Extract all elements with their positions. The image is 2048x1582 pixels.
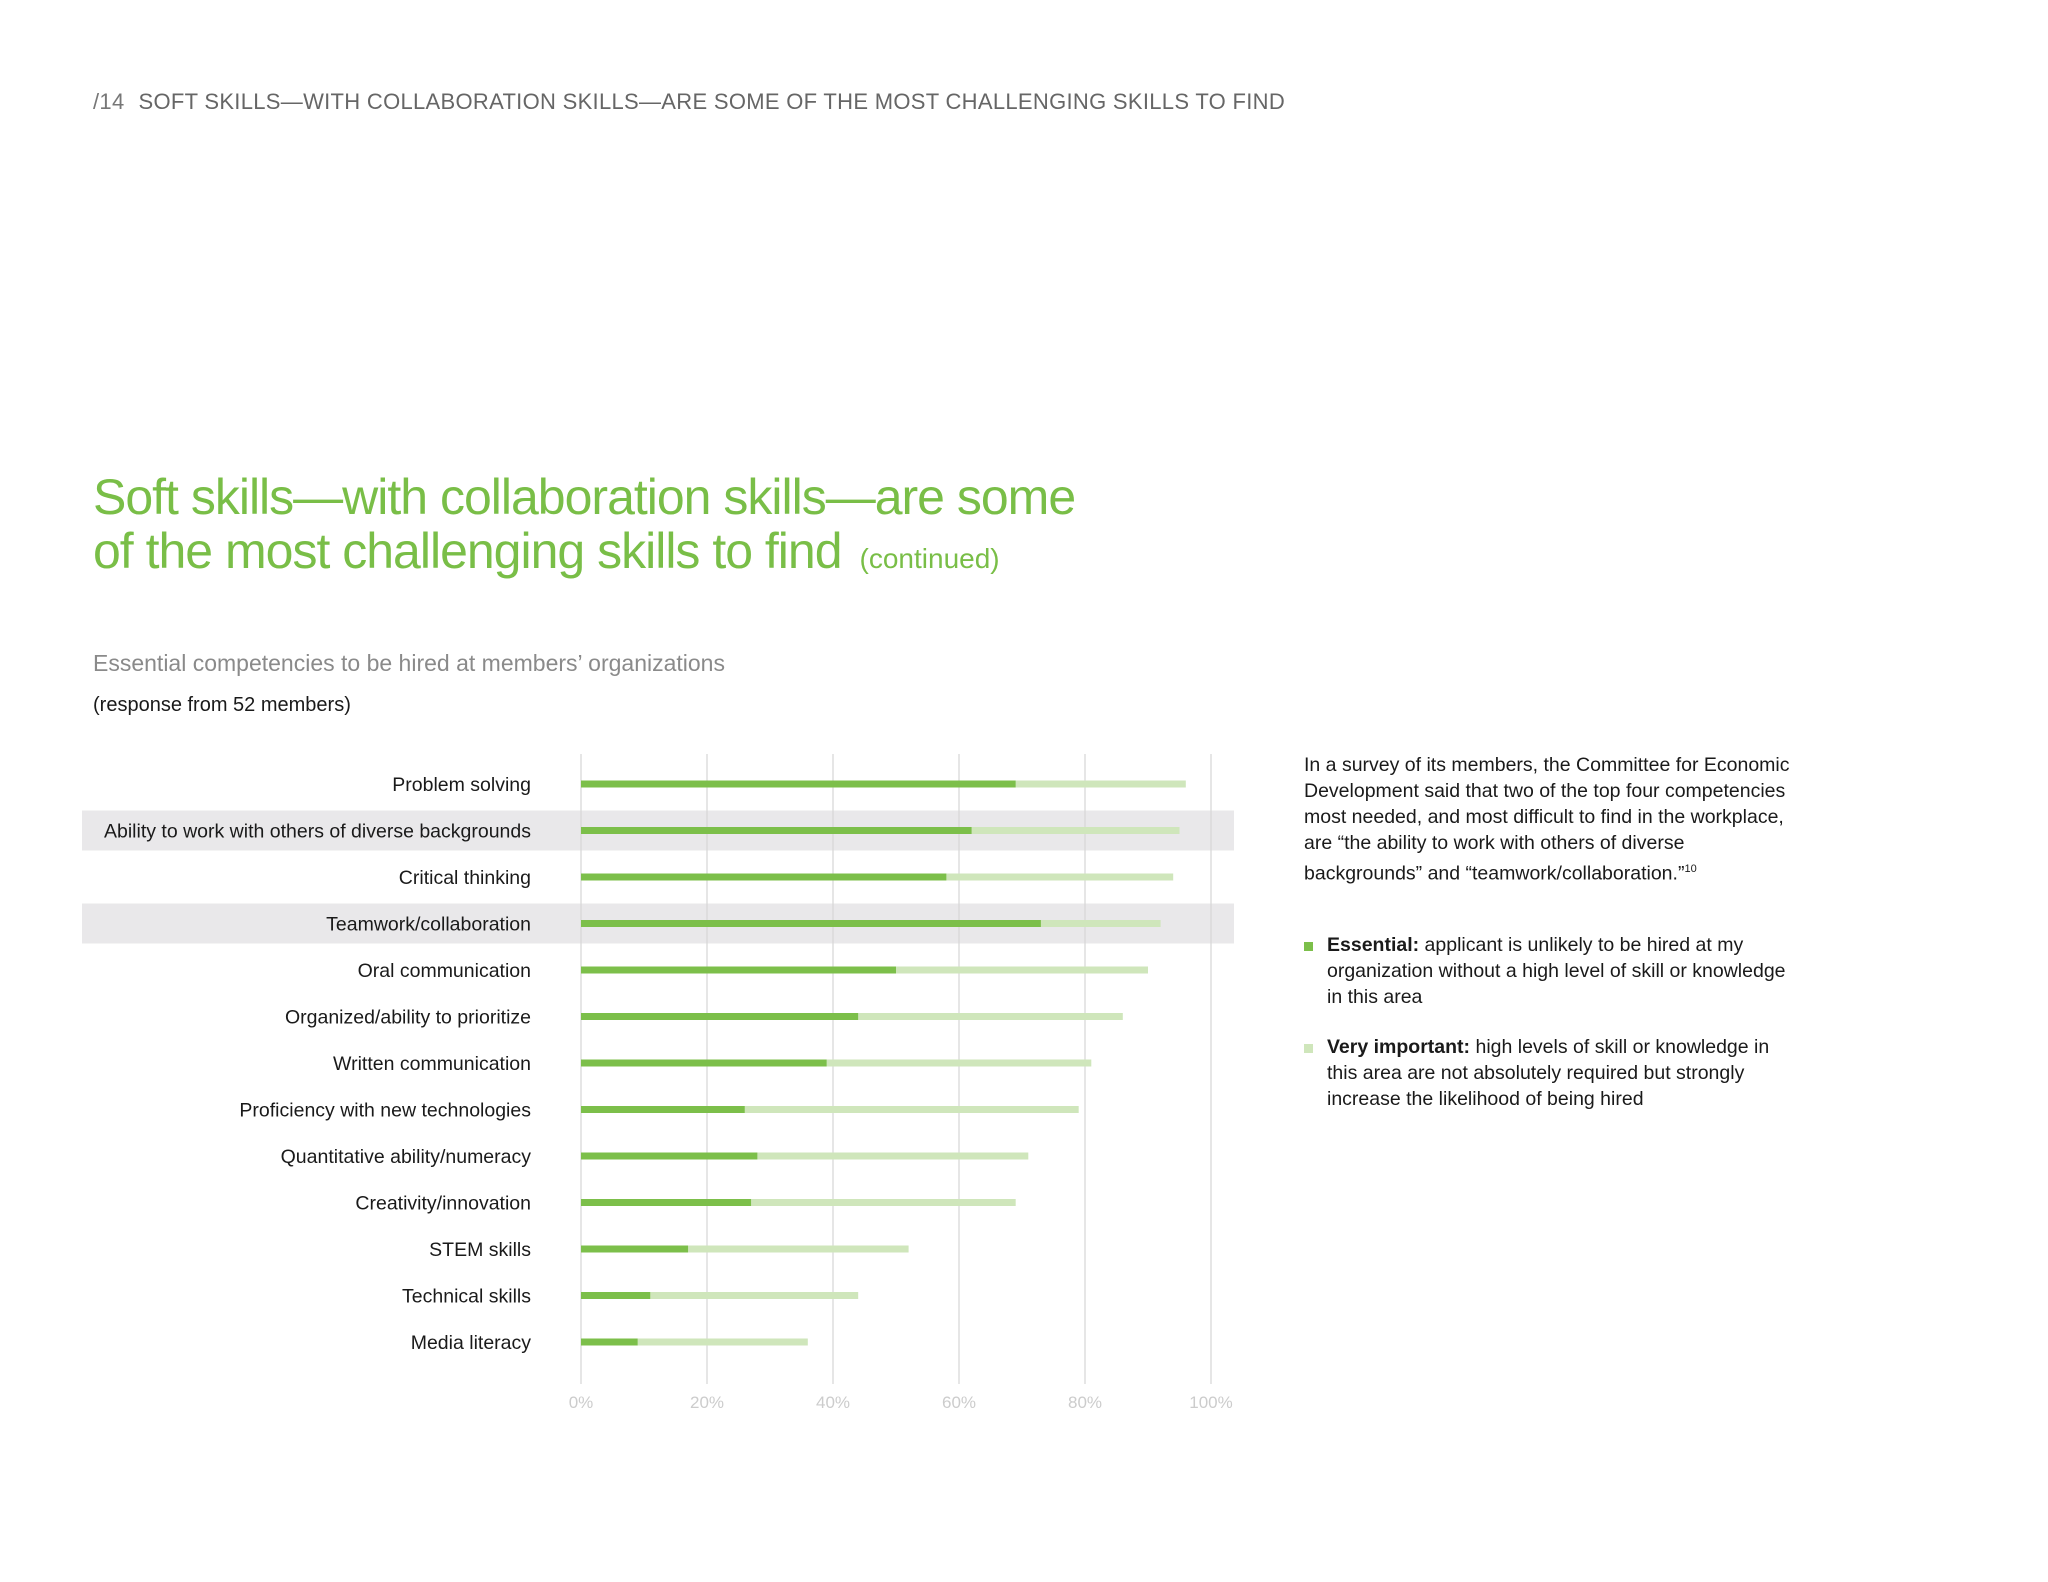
bar-very-important xyxy=(638,1339,808,1346)
bar-essential xyxy=(581,1199,751,1206)
survey-text: In a survey of its members, the Committee for Economic Development said that two of the top four competencies most needed, and most difficult to find in the workplace, are “the ability to work with others of diverse backgrounds” and “teamwork/collaboration.” xyxy=(1304,754,1790,885)
x-tick-label: 100% xyxy=(1189,1393,1233,1412)
category-label: Media literacy xyxy=(410,1332,531,1354)
category-label: Technical skills xyxy=(402,1285,531,1308)
bar-very-important xyxy=(972,827,1180,834)
continued-label: (continued) xyxy=(859,543,1000,574)
bar-very-important xyxy=(1041,920,1161,927)
bar-essential xyxy=(581,1106,745,1113)
legend-swatch-very-important xyxy=(1304,1044,1313,1053)
bar-essential xyxy=(581,781,1016,788)
x-tick-label: 40% xyxy=(815,1393,851,1412)
category-label: Creativity/innovation xyxy=(355,1192,531,1215)
bar-essential xyxy=(581,1292,650,1299)
page-number: /14 xyxy=(93,89,125,114)
chart-subtitle: (response from 52 members) xyxy=(93,694,351,716)
legend-desc-essential: applicant is unlikely to be hired at my organization without a high level of skill or knowledge in this area xyxy=(1327,934,1786,1008)
legend-term-essential: Essential: xyxy=(1327,934,1420,956)
bar-very-important xyxy=(858,1013,1123,1020)
legend-item-very-important xyxy=(1304,1034,1804,1112)
bar-essential xyxy=(581,920,1041,927)
legend-item-essential xyxy=(1304,932,1804,1010)
chart-legend xyxy=(1304,932,1804,1136)
bar-very-important xyxy=(1016,781,1186,788)
category-label: STEM skills xyxy=(429,1239,531,1261)
bar-essential xyxy=(581,1013,858,1020)
category-label: Quantitative ability/numeracy xyxy=(280,1146,531,1168)
page-title-line1: Soft skills—with collaboration skills—are some xyxy=(93,469,1076,525)
bar-essential xyxy=(581,827,972,834)
legend-text-essential xyxy=(1327,932,1804,1010)
category-label: Proficiency with new technologies xyxy=(239,1099,531,1122)
x-tick-label: 60% xyxy=(941,1393,977,1412)
legend-text-very-important xyxy=(1327,1034,1804,1112)
running-title: SOFT SKILLS—WITH COLLABORATION SKILLS—ARE SOME OF THE MOST CHALLENGING SKILLS TO FIND xyxy=(138,89,1286,114)
bar-very-important xyxy=(757,1153,1028,1160)
bar-essential xyxy=(581,1153,757,1160)
legend-swatch-essential xyxy=(1304,942,1313,951)
x-tick-label: 0% xyxy=(568,1393,594,1412)
category-label: Problem solving xyxy=(392,774,531,796)
bar-essential xyxy=(581,874,946,881)
bar-very-important xyxy=(827,1060,1092,1067)
bar-very-important xyxy=(946,874,1173,881)
bar-essential xyxy=(581,1246,688,1253)
bar-very-important xyxy=(896,967,1148,974)
x-tick-label: 20% xyxy=(689,1393,725,1412)
category-label: Written communication xyxy=(333,1053,531,1075)
category-label: Oral communication xyxy=(357,960,531,982)
bar-very-important xyxy=(650,1292,858,1299)
bar-very-important xyxy=(688,1246,909,1253)
category-label: Organized/ability to prioritize xyxy=(284,1006,531,1029)
bar-very-important xyxy=(745,1106,1079,1113)
page-title-line2: of the most challenging skills to find xyxy=(93,523,842,579)
category-label: Ability to work with others of diverse backgrounds xyxy=(103,820,531,843)
chart-title: Essential competencies to be hired at members’ organizations xyxy=(93,650,725,676)
survey-paragraph xyxy=(1304,752,1804,887)
bar-essential xyxy=(581,1339,638,1346)
category-label: Teamwork/collaboration xyxy=(326,913,531,936)
legend-desc-very-important: high levels of skill or knowledge in this area are not absolutely required but strongly increase the likelihood of being hired xyxy=(1327,1036,1770,1110)
bar-essential xyxy=(581,967,896,974)
legend-term-very-important: Very important: xyxy=(1327,1036,1471,1058)
bar-essential xyxy=(581,1060,827,1067)
category-label: Critical thinking xyxy=(398,867,531,889)
footnote-marker: 10 xyxy=(1684,863,1697,875)
bar-very-important xyxy=(751,1199,1016,1206)
x-tick-label: 80% xyxy=(1067,1393,1103,1412)
